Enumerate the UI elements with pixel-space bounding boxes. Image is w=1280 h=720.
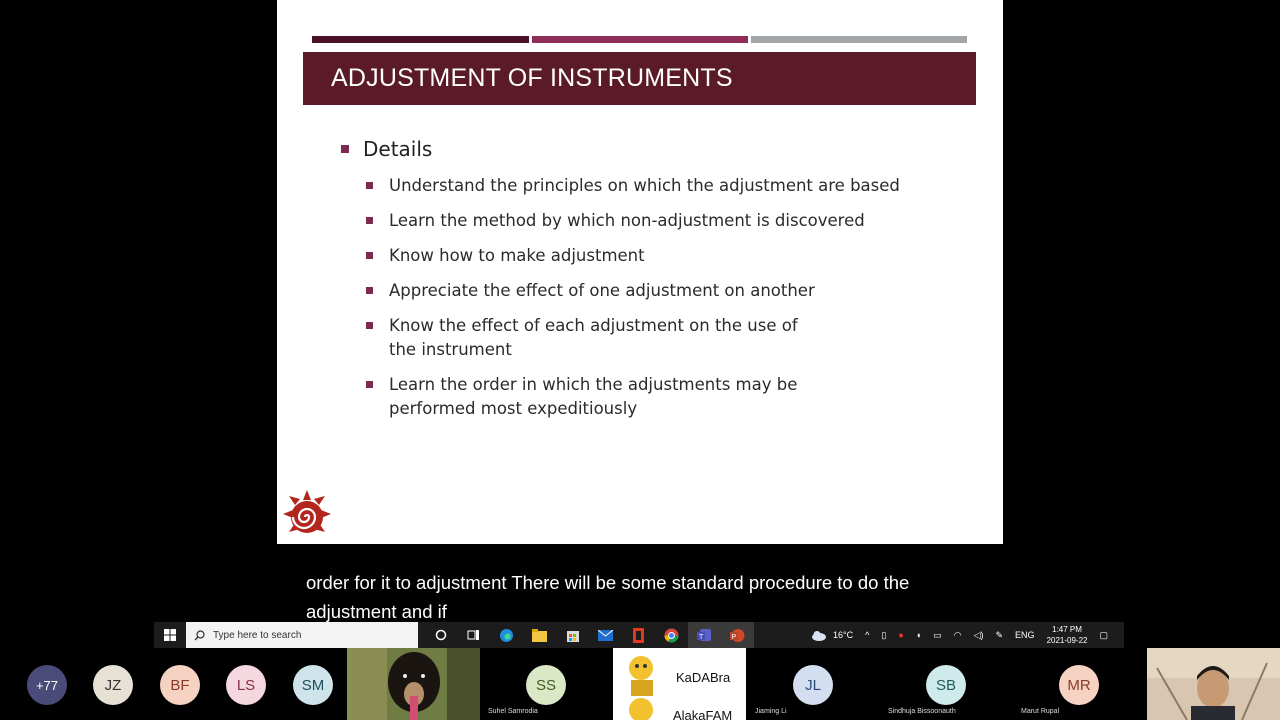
participant-name: Jiaming Li bbox=[755, 708, 787, 715]
list-item: Understand the principles on which the adjustment are based bbox=[366, 174, 906, 198]
pen-icon[interactable]: ✎ bbox=[995, 629, 1004, 640]
accent-bar-2 bbox=[532, 36, 748, 43]
list-item: Learn the order in which the adjustments may be performed most expeditiously bbox=[366, 373, 906, 421]
participant-name: Sindhuja Bissoonauth bbox=[888, 708, 956, 715]
mail-icon[interactable] bbox=[589, 622, 622, 648]
webcam-person-photo bbox=[1147, 648, 1280, 720]
windows-taskbar bbox=[154, 622, 1124, 648]
language-indicator[interactable]: ENG bbox=[1015, 630, 1035, 640]
kadabra-line-2: AlakaFAM bbox=[673, 708, 733, 720]
kadabra-line-1: KaDABra bbox=[676, 670, 731, 685]
avatar[interactable]: SM bbox=[293, 665, 333, 705]
start-button[interactable] bbox=[154, 622, 186, 648]
list-item: Know the effect of each adjustment on the use of the instrument bbox=[366, 314, 906, 362]
taskbar-search-box[interactable] bbox=[186, 622, 418, 648]
svg-text:T: T bbox=[699, 634, 704, 641]
edge-icon[interactable] bbox=[490, 622, 523, 648]
cloud-weather-icon bbox=[811, 630, 827, 641]
cortana-icon[interactable] bbox=[424, 622, 457, 648]
store-icon[interactable] bbox=[556, 622, 589, 648]
live-caption: order for it to adjustment There will be some standard procedure to do the adjustment and if bbox=[306, 572, 910, 622]
video-tile-webcam[interactable] bbox=[1147, 648, 1280, 720]
file-explorer-icon[interactable] bbox=[523, 622, 556, 648]
slide-title-band bbox=[303, 52, 976, 105]
windows-logo-icon bbox=[164, 629, 176, 641]
avatar[interactable]: JZ bbox=[93, 665, 133, 705]
bullet-square-icon bbox=[366, 322, 373, 329]
search-placeholder: Type here to search bbox=[213, 629, 302, 641]
avatar[interactable]: SS bbox=[526, 665, 566, 705]
avatar[interactable]: LS bbox=[226, 665, 266, 705]
svg-text:P: P bbox=[731, 633, 737, 641]
level1-bullet bbox=[341, 137, 432, 161]
emoji-character-icon bbox=[617, 648, 673, 720]
microphone-icon[interactable]: ◖ bbox=[915, 630, 922, 640]
system-tray bbox=[811, 622, 1124, 648]
teams-icon[interactable] bbox=[688, 622, 721, 648]
weather-temperature[interactable]: 16°C bbox=[833, 630, 854, 640]
task-view-icon[interactable] bbox=[457, 622, 490, 648]
chrome-icon[interactable] bbox=[655, 622, 688, 648]
spiral-sun-logo-icon bbox=[281, 488, 333, 540]
avatar[interactable]: BF bbox=[160, 665, 200, 705]
clock[interactable] bbox=[1047, 624, 1088, 646]
bullet-square-icon bbox=[366, 381, 373, 388]
list-item: Learn the method by which non-adjustment is discovered bbox=[366, 209, 906, 233]
bullet-square-icon bbox=[341, 145, 349, 153]
video-tile-bear[interactable] bbox=[347, 648, 480, 720]
participant-name: Marut Rupal bbox=[1021, 708, 1060, 715]
accent-bar-1 bbox=[312, 36, 529, 43]
level1-text: Details bbox=[363, 137, 433, 161]
powerpoint-icon[interactable] bbox=[721, 622, 754, 648]
search-icon bbox=[194, 630, 205, 641]
avatar[interactable]: MR bbox=[1059, 665, 1099, 705]
accent-bar-3 bbox=[751, 36, 967, 43]
list-item: Appreciate the effect of one adjustment on another bbox=[366, 279, 906, 303]
presentation-slide bbox=[277, 0, 1003, 544]
list-item: Know how to make adjustment bbox=[366, 244, 906, 268]
volume-icon[interactable]: ◁) bbox=[973, 629, 984, 640]
avatar[interactable]: SB bbox=[926, 665, 966, 705]
battery-icon[interactable]: ▭ bbox=[933, 629, 942, 640]
wifi-icon[interactable]: ◠ bbox=[953, 629, 962, 640]
bullet-list bbox=[366, 174, 906, 432]
overflow-participants-button[interactable]: +77 bbox=[27, 665, 67, 705]
slide-title: ADJUSTMENT OF INSTRUMENTS bbox=[331, 64, 733, 92]
bear-photo bbox=[347, 648, 480, 720]
office-icon[interactable] bbox=[622, 622, 655, 648]
avatar[interactable]: JL bbox=[793, 665, 833, 705]
bullet-square-icon bbox=[366, 287, 373, 294]
clock-time: 1:47 PM bbox=[1052, 625, 1082, 634]
clock-date: 2021-09-22 bbox=[1046, 636, 1088, 645]
bullet-square-icon bbox=[366, 252, 373, 259]
notification-icon[interactable]: ▢ bbox=[1099, 629, 1108, 640]
chevron-up-icon[interactable]: ^ bbox=[865, 630, 870, 640]
camera-off-icon[interactable]: ● bbox=[898, 630, 904, 640]
participant-name: Suhel Samrodia bbox=[488, 708, 538, 715]
taskbar-apps bbox=[424, 622, 754, 648]
video-tile-kadabra[interactable] bbox=[613, 648, 746, 720]
bullet-square-icon bbox=[366, 182, 373, 189]
device-icon[interactable]: ▯ bbox=[881, 629, 887, 640]
bullet-square-icon bbox=[366, 217, 373, 224]
